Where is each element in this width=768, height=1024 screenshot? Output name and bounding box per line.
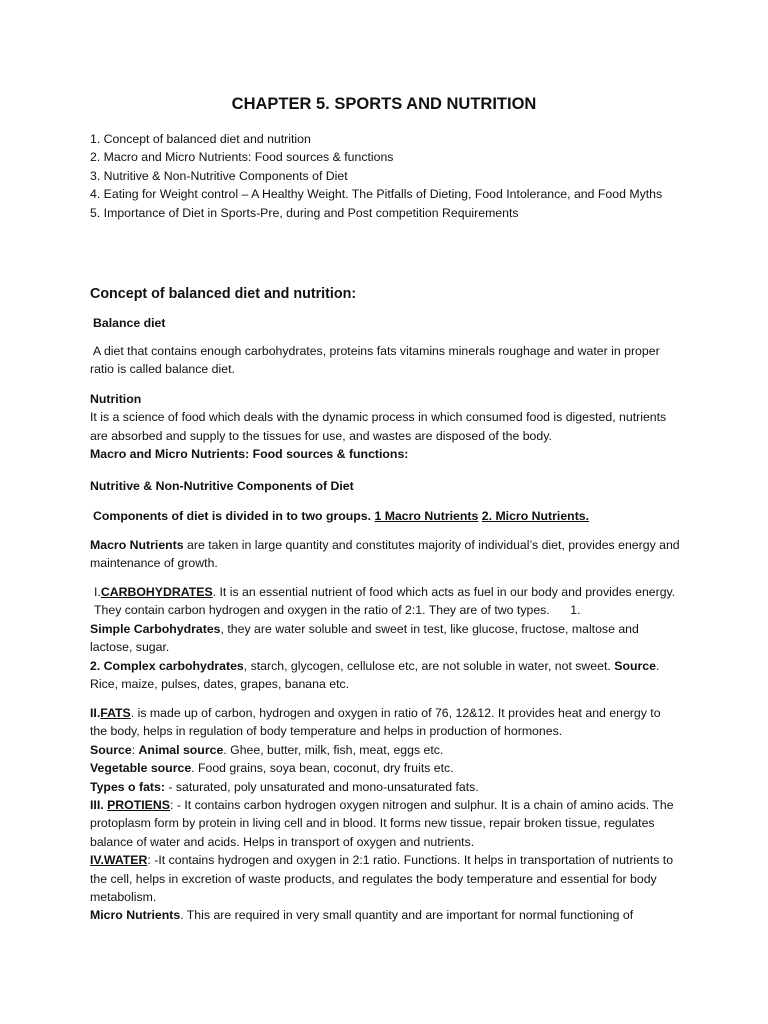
chapter-contents-list — [90, 130, 680, 222]
proteins-term: PROTIENS — [107, 798, 170, 813]
fats-prefix: II. — [90, 706, 101, 720]
water-term: IV.WATER — [90, 853, 148, 868]
complex-carbohydrates-term: 2. Complex carbohydrates — [90, 658, 244, 673]
carbohydrates-prefix: I. — [94, 585, 101, 599]
nutrients-detail — [90, 583, 680, 693]
macro-paragraph — [90, 536, 680, 573]
micro-nutrients-paragraph — [90, 906, 680, 924]
components-text — [90, 507, 680, 525]
contents-item: 4. Eating for Weight control – A Healthy Weight. The Pitfalls of Dieting, Food Intolerance, and Food Myths — [90, 187, 663, 202]
carbohydrates-term: CARBOHYDRATES — [100, 585, 213, 599]
animal-source-label: Animal source — [138, 742, 224, 757]
complex-carbohydrates — [90, 657, 680, 694]
balance-diet-title: Balance diet — [93, 316, 166, 330]
simple-carbohydrates-term: Simple Carbohydrates — [90, 621, 221, 636]
contents-item: 3. Nutritive & Non-Nutritive Components of Diet — [90, 168, 348, 183]
water-paragraph — [90, 851, 680, 906]
micro-nutrients-text: . This are required in very small quantity and are important for normal functioning of — [180, 908, 634, 923]
nutritive-heading-block — [90, 477, 680, 495]
macro-nutrients-link: 1 Macro Nutrients — [374, 509, 479, 523]
balance-diet-definition — [90, 342, 680, 379]
nutrition-title: Nutrition — [90, 392, 142, 406]
macro-term: Macro Nutrients — [90, 538, 184, 552]
carbohydrates-source-text: . Rice, maize, pulses, dates, grapes, banana etc. — [90, 658, 660, 692]
carbohydrates-source-label: Source — [614, 658, 656, 673]
fats-text: . is made up of carbon, hydrogen and oxygen in ratio of 76, 12&12. It provides heat and energy to the body, helps in regulation of body temperature and helps in production of hormones. — [90, 706, 661, 739]
complex-carbohydrates-text: , starch, glycogen, cellulose etc, are not soluble in water, not sweet. — [243, 658, 611, 673]
fats-paragraph — [90, 704, 680, 741]
carbohydrates-paragraph — [90, 583, 680, 620]
page-title: CHAPTER 5. SPORTS AND NUTRITION — [231, 95, 537, 113]
micro-nutrients-link: 2. Micro Nutrients. — [481, 509, 590, 523]
macro-description: are taken in large quantity and constitutes majority of individual’s diet, provides energy and maintenance of growth. — [90, 538, 680, 571]
types-of-fats — [90, 778, 680, 796]
components-paragraph — [90, 507, 680, 525]
macro-text — [90, 536, 680, 573]
section-heading: Concept of balanced diet and nutrition: — [90, 286, 357, 302]
fats-source-colon: : — [131, 742, 136, 757]
balance-diet-heading — [90, 314, 680, 332]
simple-carbohydrates — [90, 620, 680, 657]
macro-micro-heading: Macro and Micro Nutrients: Food sources & functions: — [90, 447, 409, 462]
nutritive-heading: Nutritive & Non-Nutritive Components of Diet — [90, 479, 354, 493]
nutrition-section — [90, 390, 680, 464]
proteins-paragraph — [90, 796, 680, 851]
micro-nutrients-term: Micro Nutrients — [90, 908, 181, 923]
vegetable-source-text: . Food grains, soya bean, coconut, dry fruits etc. — [191, 761, 454, 776]
balance-diet-text: A diet that contains enough carbohydrates, proteins fats vitamins minerals roughage and water in proper ratio is called balance diet. — [90, 344, 660, 377]
fats-source — [90, 741, 680, 759]
water-text: : -It contains hydrogen and oxygen in 2:1 ratio. Functions. It helps in transportation of nutrients to the cell, helps in excretion of waste products, and regulates the body temperature and essential for body metabolism. — [90, 853, 674, 905]
proteins-prefix: III. — [90, 798, 104, 813]
carbohydrates-text: . It is an essential nutrient of food which acts as fuel in our body and provides energy. They contain carbon hydrogen and oxygen in the ratio of 2:1. They are of two types. — [94, 585, 676, 618]
types-of-fats-text: - saturated, poly unsaturated and mono-unsaturated fats. — [168, 779, 479, 794]
animal-source-text: . Ghee, butter, milk, fish, meat, eggs etc. — [223, 742, 444, 757]
components-intro: Components of diet is divided in to two groups. — [93, 509, 372, 523]
vegetable-source-label: Vegetable source — [90, 761, 192, 776]
contents-item: 1. Concept of balanced diet and nutrition — [90, 132, 311, 146]
fats-source-label: Source — [90, 742, 132, 757]
contents-item: 5. Importance of Diet in Sports-Pre, during and Post competition Requirements — [90, 205, 519, 220]
fats-proteins-water — [90, 704, 680, 925]
contents-item: 2. Macro and Micro Nutrients: Food sources & functions — [90, 150, 394, 165]
nutrition-text: It is a science of food which deals with the dynamic process in which consumed food is digested, nutrients are absorbed and supply to the tissues for use, and wastes are disposed of the body. — [90, 410, 667, 443]
vegetable-source — [90, 759, 680, 777]
proteins-text: : - It contains carbon hydrogen oxygen nitrogen and sulphur. It is a chain of amino acids. The protoplasm form by protein in living cell and in blood. It forms new tissue, repair broken tissue, regulates balance of water and acids. Helps in transport of oxygen and nutrients. — [90, 798, 674, 849]
fats-term: FATS — [100, 706, 131, 720]
simple-carbohydrates-text: , they are water soluble and sweet in test, like glucose, fructose, maltose and lactose, sugar. — [90, 621, 639, 655]
types-of-fats-label: Types o fats: — [90, 779, 165, 794]
carbohydrates-type-number: 1. — [570, 603, 581, 618]
